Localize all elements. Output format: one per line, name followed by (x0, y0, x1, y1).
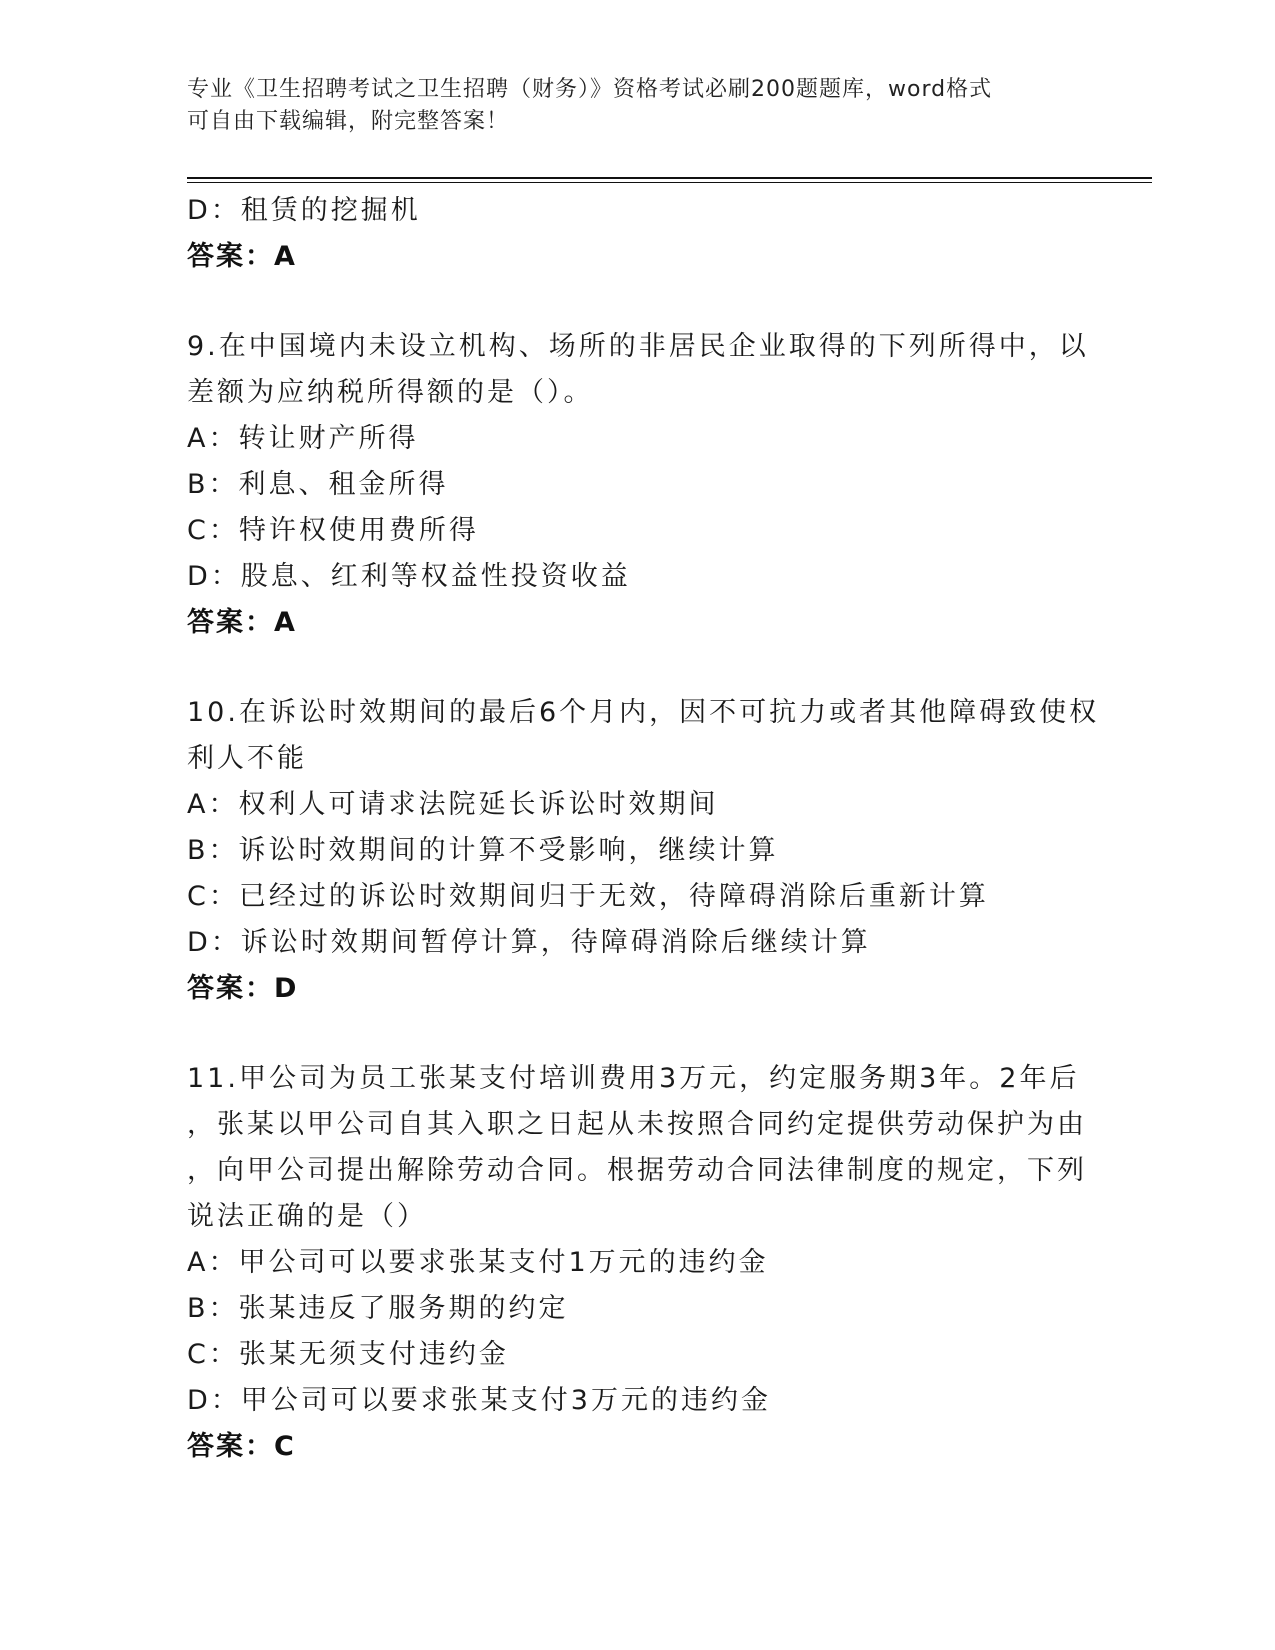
question-10 (187, 690, 1100, 1012)
answer-line: 答案：A (187, 607, 297, 638)
document-header (187, 74, 1077, 138)
option-c: C：已经过的诉讼时效期间归于无效，待障碍消除后重新计算 (187, 881, 989, 912)
question-stem-line: 差额为应纳税所得额的是（）。 (187, 377, 594, 408)
answer-line: 答案：D (187, 973, 299, 1004)
question-stem-line: ，张某以甲公司自其入职之日起从未按照合同约定提供劳动保护为由 (187, 1109, 1087, 1140)
header-title-line-2: 可自由下载编辑，附完整答案！ (187, 109, 510, 134)
question-stem-line: ，向甲公司提出解除劳动合同。根据劳动合同法律制度的规定，下列 (187, 1155, 1087, 1186)
question-stem-line: 说法正确的是（） (187, 1201, 427, 1232)
question-stem-line: 11.甲公司为员工张某支付培训费用3万元，约定服务期3年。2年后 (187, 1063, 1080, 1094)
option-d: D：租赁的挖掘机 (187, 195, 421, 226)
option-b: B：利息、租金所得 (187, 469, 449, 500)
header-divider-thick (187, 177, 1152, 179)
question-stem-line: 10.在诉讼时效期间的最后6个月内，因不可抗力或者其他障碍致使权 (187, 697, 1100, 728)
option-a: A：转让财产所得 (187, 423, 419, 454)
option-c: C：特许权使用费所得 (187, 515, 479, 546)
carryover-question (187, 188, 1087, 280)
option-d: D：甲公司可以要求张某支付3万元的违约金 (187, 1385, 771, 1416)
question-9 (187, 324, 1087, 646)
question-list (187, 188, 1100, 1470)
spacer (187, 1012, 1087, 1056)
answer-line: 答案：A (187, 241, 297, 272)
option-a: A：甲公司可以要求张某支付1万元的违约金 (187, 1247, 769, 1278)
option-b: B：张某违反了服务期的约定 (187, 1293, 569, 1324)
question-stem-line: 利人不能 (187, 743, 307, 774)
option-d: D：股息、红利等权益性投资收益 (187, 561, 631, 592)
option-b: B：诉讼时效期间的计算不受影响，继续计算 (187, 835, 779, 866)
spacer (187, 646, 1087, 690)
header-divider-thin (187, 182, 1152, 183)
spacer (187, 280, 1087, 324)
option-d: D：诉讼时效期间暂停计算，待障碍消除后继续计算 (187, 927, 871, 958)
option-a: A：权利人可请求法院延长诉讼时效期间 (187, 789, 719, 820)
answer-line: 答案：C (187, 1431, 296, 1462)
question-stem-line: 9.在中国境内未设立机构、场所的非居民企业取得的下列所得中，以 (187, 331, 1089, 362)
option-c: C：张某无须支付违约金 (187, 1339, 509, 1370)
question-11 (187, 1056, 1087, 1470)
header-title-line-1: 专业《卫生招聘考试之卫生招聘（财务）》资格考试必刷200题题库，word格式 (187, 77, 993, 102)
